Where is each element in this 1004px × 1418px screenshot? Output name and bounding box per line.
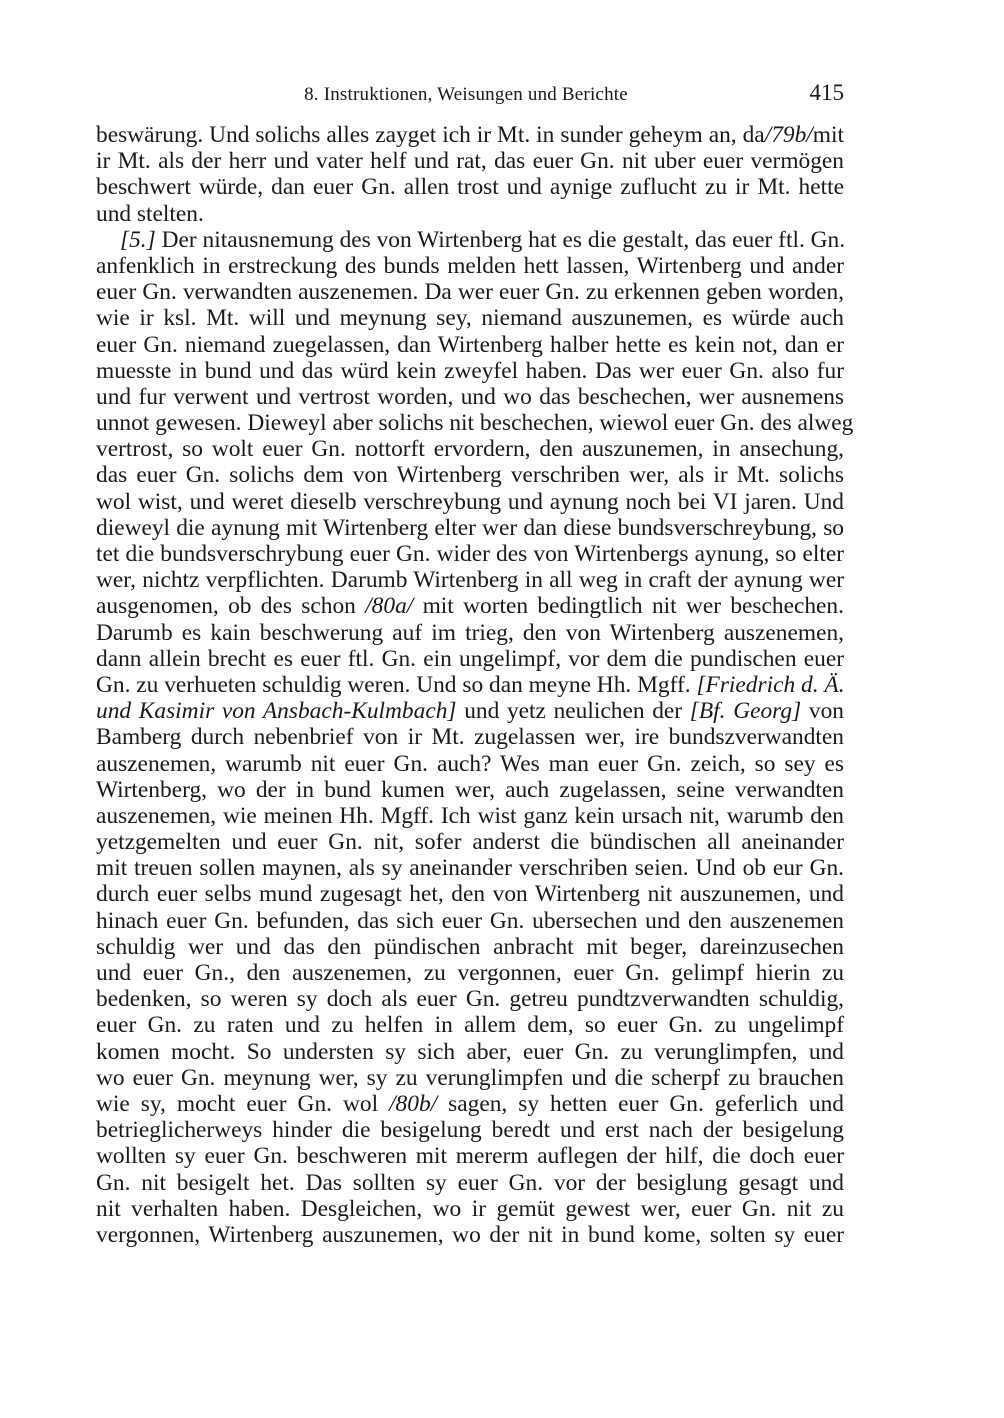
- text-line: [96, 1170, 844, 1196]
- text-segment: euer Gn. verwandten auszenemen. Da wer euer Gn. zu erkennen geben worden,: [96, 279, 844, 306]
- text-segment: komen mocht. So understen sy sich aber, euer Gn. zu verunglimpfen, und: [96, 1038, 844, 1065]
- text-segment: wie ir ksl. Mt. will und meynung sey, niemand auszunemen, es würde auch: [96, 305, 844, 332]
- running-head: [96, 80, 844, 110]
- text-segment: ausgenomen, ob des schon: [96, 593, 366, 620]
- text-segment: bedenken, so weren sy doch als euer Gn. getreu pundtzverwandten schuldig,: [96, 986, 844, 1013]
- italic-segment: [5.]: [120, 226, 156, 253]
- text-line: [96, 541, 844, 567]
- text-segment: betrieglicherweys hinder die besigelung beredt und erst nach der besigelung: [96, 1117, 844, 1144]
- text-line: [96, 908, 844, 934]
- text-segment: das euer Gn. solichs dem von Wirtenberg verschriben wer, als ir Mt. solichs: [96, 462, 844, 489]
- text-segment: euer Gn. niemand zuegelassen, dan Wirtenberg halber hette es kein not, dan er: [96, 331, 844, 358]
- running-title: 8. Instruktionen, Weisungen und Berichte: [304, 84, 628, 105]
- text-segment: dann allein brecht es euer ftl. Gn. ein ungelimpf, vor dem die pundischen euer: [96, 645, 844, 672]
- text-line: [96, 515, 844, 541]
- text-segment: dieweyl die aynung mit Wirtenberg elter wer dan diese bundsverschreybung, so: [96, 514, 844, 541]
- text-line: [96, 1196, 844, 1222]
- italic-segment: /80b/: [389, 1090, 438, 1117]
- text-segment: wollten sy euer Gn. beschweren mit mererm auflegen der hilf, die doch euer: [96, 1143, 844, 1170]
- text-line: [96, 934, 844, 960]
- text-segment: wo euer Gn. meynung wer, sy zu verunglimpfen und die scherpf zu brauchen: [96, 1064, 844, 1091]
- text-segment: anfenklich in erstreckung des bunds melden hett lassen, Wirtenberg und ander: [96, 252, 844, 279]
- text-line: [96, 646, 844, 672]
- text-segment: und stelten.: [96, 200, 204, 227]
- text-line: [96, 567, 844, 593]
- text-segment: und euer Gn., den auszenemen, zu vergonnen, euer Gn. gelimpf hierin zu: [96, 960, 844, 986]
- text-segment: auszenemen, wie meinen Hh. Mgff. Ich wist ganz kein ursach nit, warumb den: [96, 802, 844, 829]
- text-segment: muesste in bund und das würd kein zweyfel haben. Das wer euer Gn. also fur: [96, 357, 844, 384]
- text-segment: wol wist, und weret dieselb verschreybung und aynung noch bei VI jaren. Und: [96, 488, 844, 515]
- text-segment: Gn. zu verhueten schuldig weren. Und so dan meyne Hh. Mgff.: [96, 671, 697, 698]
- text-segment: nit verhalten haben. Desgleichen, wo ir gemüt gewest wer, euer Gn. nit zu: [96, 1195, 844, 1222]
- text-line: [96, 1039, 844, 1065]
- text-segment: euer Gn. zu raten und zu helfen in allem dem, so euer Gn. zu ungelimpf: [96, 1012, 844, 1039]
- text-line: [96, 829, 844, 855]
- text-segment: vergonnen, Wirtenberg auszunemen, wo der nit in bund kome, solten sy euer: [96, 1221, 844, 1248]
- text-line: [96, 777, 844, 803]
- text-segment: tet die bundsverschrybung euer Gn. wider des von Wirtenbergs aynung, so elter: [96, 541, 844, 567]
- body-text: [96, 122, 854, 1248]
- text-segment: schuldig wer und das den pündischen anbracht mit beger, dareinzusechen: [96, 933, 844, 960]
- text-line: [96, 803, 844, 829]
- text-segment: vertrost, so wolt euer Gn. nottorft ervordern, den auszunemen, in ansechung,: [96, 436, 844, 463]
- text-segment: auszenemen, warumb nit euer Gn. auch? Wes man euer Gn. zeich, so sey es: [96, 750, 844, 777]
- italic-segment: /80a/: [365, 593, 414, 620]
- text-segment: sagen, sy hetten euer Gn. geferlich und: [437, 1090, 844, 1117]
- text-line: [96, 279, 844, 305]
- text-line: [96, 436, 844, 462]
- text-line: [96, 960, 844, 986]
- text-segment: wer, nichtz verpflichten. Darumb Wirtenberg in all weg in craft der aynung wer: [96, 567, 844, 594]
- text-segment: ir Mt. als der herr und vater helf und rat, das euer Gn. nit uber euer vermögen: [96, 148, 844, 175]
- text-line: [96, 1143, 844, 1169]
- italic-segment: [Friedrich d. Ä.: [696, 671, 845, 698]
- text-segment: hinach euer Gn. befunden, das sich euer Gn. ubersechen und den auszenemen: [96, 907, 844, 934]
- text-line: [96, 881, 844, 907]
- text-line: [96, 201, 844, 227]
- italic-segment: und Kasimir von Ansbach-Kulmbach]: [96, 698, 457, 725]
- text-line: [96, 174, 844, 200]
- text-segment: beschwert würde, dan euer Gn. allen trost und aynige zuflucht zu ir Mt. hette: [96, 174, 844, 201]
- italic-segment: [Bf. Georg]: [689, 698, 802, 725]
- text-segment: mit treuen sollen maynen, als sy aneinander verschriben seien. Und ob eur Gn.: [96, 855, 844, 882]
- page-number: 415: [809, 80, 844, 105]
- text-segment: Gn. nit besigelt het. Das sollten sy euer Gn. vor der besiglung gesagt und: [96, 1169, 844, 1196]
- text-segment: und fur verwent und vertrost worden, und wo das beschechen, wer ausnemens: [96, 383, 844, 410]
- text-line: [96, 593, 844, 619]
- text-line: [96, 253, 844, 279]
- text-line: [96, 1117, 844, 1143]
- text-line: [96, 358, 844, 384]
- text-segment: Darumb es kain beschwerung auf im trieg, den von Wirtenberg auszenemen,: [96, 619, 844, 646]
- text-line: [96, 698, 844, 724]
- text-line: [96, 751, 844, 777]
- text-segment: und yetz neulichen der: [456, 698, 690, 725]
- text-line: [96, 122, 844, 148]
- text-line: [96, 148, 844, 174]
- text-line: [96, 384, 844, 410]
- text-line: [96, 724, 844, 750]
- text-line: [96, 986, 844, 1012]
- text-segment: beswärung. Und solichs alles zayget ich ir Mt. in sunder geheym an, da: [96, 122, 765, 148]
- text-segment: yetzgemelten und euer Gn. nit, sofer anderst die bündischen all aneinander: [96, 829, 844, 856]
- text-line: [96, 855, 844, 881]
- text-line: [96, 227, 844, 253]
- text-line: [96, 620, 844, 646]
- text-line: [96, 1091, 844, 1117]
- text-segment: wie sy, mocht euer Gn. wol: [96, 1090, 390, 1117]
- text-segment: Bamberg durch nebenbrief von ir Mt. zugelassen wer, ire bundszverwandten: [96, 724, 844, 751]
- italic-segment: /79b/: [764, 122, 813, 148]
- text-line: [96, 305, 844, 331]
- text-segment: mit worten bedingtlich nit wer beschechen.: [413, 593, 844, 620]
- text-line: [96, 410, 854, 437]
- text-segment: Der nitausnemung des von Wirtenberg hat es die gestalt, das euer ftl. Gn.: [155, 226, 846, 253]
- text-line: [96, 1012, 844, 1038]
- text-line: [96, 672, 844, 698]
- text-segment: Wirtenberg, wo der in bund kumen wer, auch zugelassen, seine verwandten: [96, 776, 844, 803]
- text-segment: unnot gewesen. Dieweyl aber solichs nit beschechen, wiewol euer Gn. des alweg: [96, 410, 854, 437]
- text-segment: von: [801, 698, 844, 725]
- text-line: [96, 1065, 844, 1091]
- text-line: [96, 489, 844, 515]
- text-line: [96, 462, 844, 488]
- text-segment: durch euer selbs mund zugesagt het, den von Wirtenberg nit auszunemen, und: [96, 881, 844, 908]
- text-line: [96, 332, 844, 358]
- text-line: [96, 1222, 844, 1248]
- text-segment: mit: [812, 122, 844, 148]
